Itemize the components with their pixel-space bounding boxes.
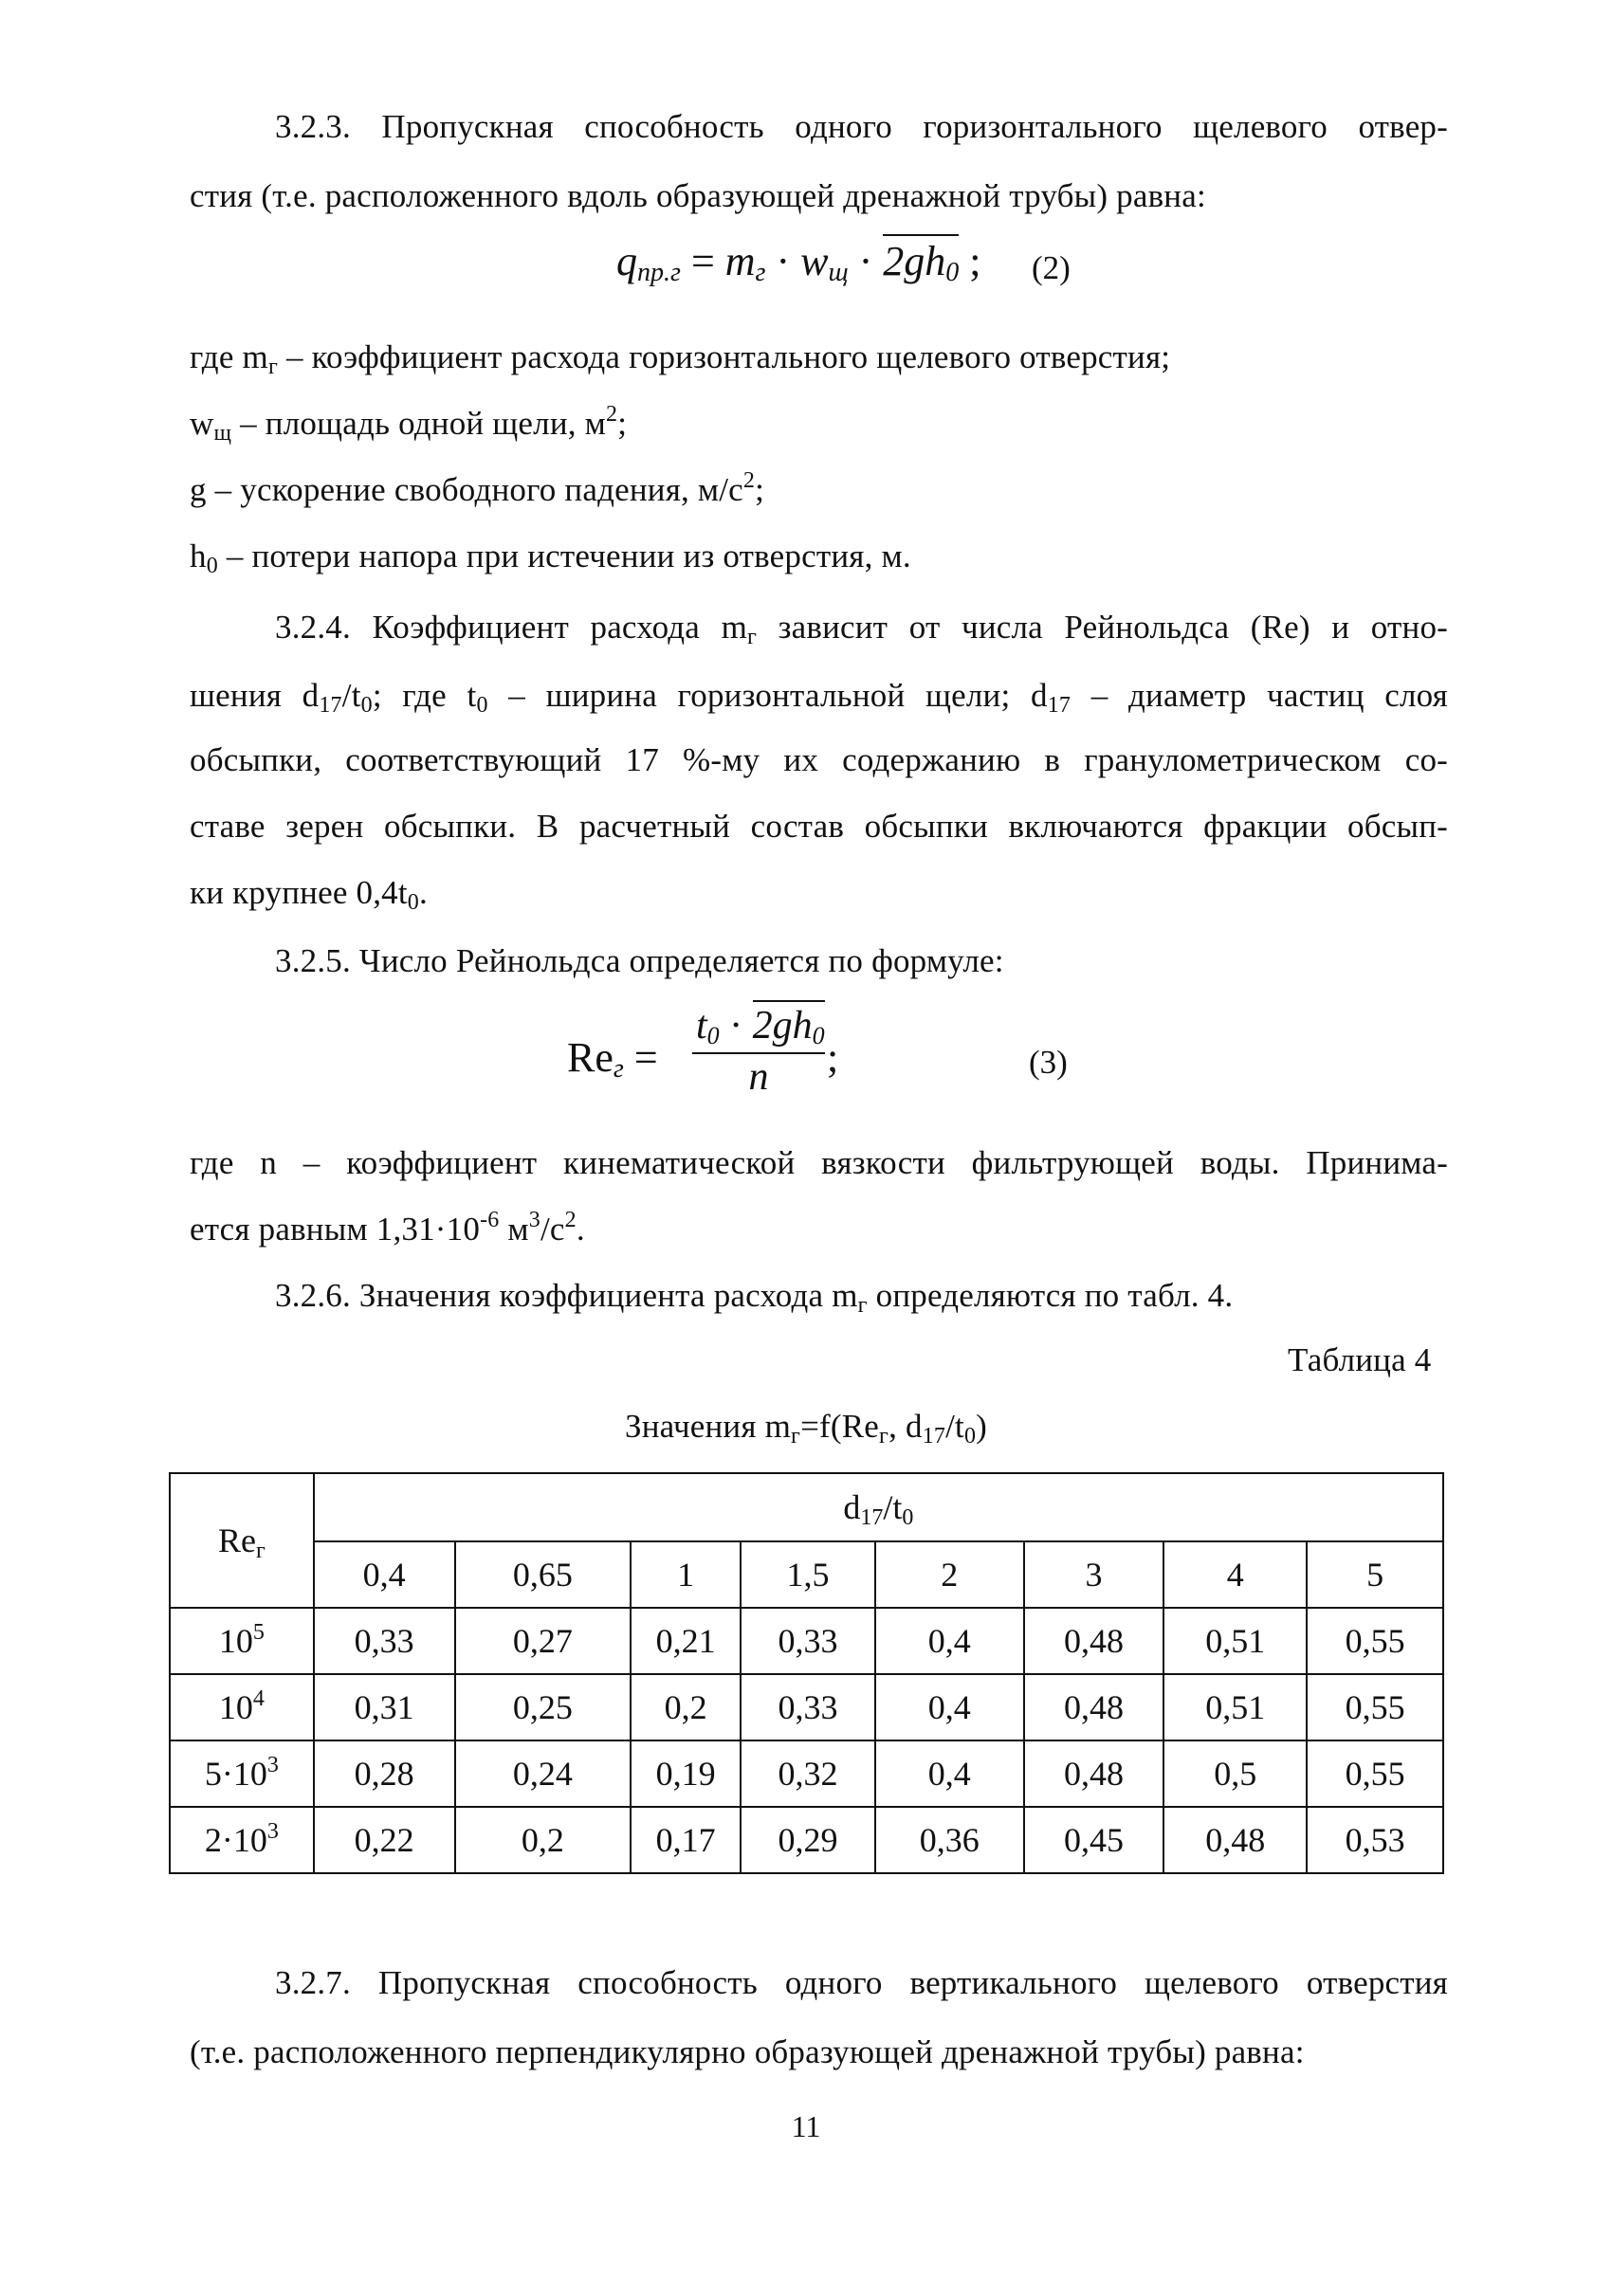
column-header: 5 xyxy=(1307,1541,1443,1608)
table-cell: 0,48 xyxy=(1163,1807,1307,1873)
column-header: 1 xyxy=(631,1541,741,1608)
table-cell: 0,4 xyxy=(875,1608,1024,1674)
paragraph-3-2-7-line2: (т.е. расположенного перпендикулярно образующей дренажной трубы) равна: xyxy=(190,2033,1305,2070)
paragraph-3-2-4-line1: 3.2.4. Коэффициент расхода $m_г$ зависит от числа Рейнольдса (Re) и отно- xyxy=(275,609,1448,649)
column-header: 0,65 xyxy=(455,1541,632,1608)
definition-w: $w_щ$ – площадь одной щели, $м^2$; xyxy=(190,402,628,446)
table-cell: 0,48 xyxy=(1024,1740,1164,1807)
row-header: $10^4$ xyxy=(170,1674,314,1740)
table-caption: Значения $m_г=f(Re_г$, $d_{17}/t_0$) xyxy=(624,1408,988,1449)
paragraph-3-2-5: 3.2.5. Число Рейнольдса определяется по формуле: xyxy=(275,942,1004,979)
paragraph-3-2-4-line5: ки крупнее $0,4t_0$. xyxy=(190,874,428,915)
table-cell: 0,4 xyxy=(875,1674,1024,1740)
column-header: 0,4 xyxy=(314,1541,455,1608)
table-row xyxy=(170,1740,1443,1807)
definition-h: $h_0$ – потери напора при истечении из отверстия, м. xyxy=(190,538,911,578)
table-group-header: $d_{17}/t_0$ xyxy=(314,1473,1443,1541)
paragraph-3-2-7-line1: 3.2.7. Пропускная способность одного вертикального щелевого отверстия xyxy=(275,1964,1448,2001)
formula-3-numerator: $t_0 \cdot 2gh_0$ xyxy=(692,1003,825,1054)
table-cell: 0,19 xyxy=(631,1740,741,1807)
table-header-row xyxy=(170,1473,1443,1541)
paragraph-n-line2: ется равным $1,31\cdot 10^{-6}$ $м^3/с^2$. xyxy=(190,1208,585,1248)
table-cell: 0,32 xyxy=(741,1740,875,1807)
table-cell: 0,27 xyxy=(455,1608,632,1674)
equation-number-3: (3) xyxy=(1029,1044,1068,1081)
paragraph-3-2-4-line3: обсыпки, соответствующий 17 %-му их содержанию в гранулометрическом со- xyxy=(190,741,1448,778)
table-row xyxy=(170,1674,1443,1740)
table-column-header-row xyxy=(170,1541,1443,1608)
paragraph-n-line1: где n – коэффициент кинематической вязкости фильтрующей воды. Принима- xyxy=(190,1144,1448,1181)
table-cell: 0,36 xyxy=(875,1807,1024,1873)
table-cell: 0,25 xyxy=(455,1674,632,1740)
definition-g: g – ускорение свободного падения, $м/с^2$; xyxy=(190,468,765,508)
table-cell: 0,33 xyxy=(314,1608,455,1674)
table-cell: 0,2 xyxy=(455,1807,632,1873)
table-cell: 0,28 xyxy=(314,1740,455,1807)
formula-3-denominator: n xyxy=(748,1055,769,1099)
table-cell: 0,21 xyxy=(631,1608,741,1674)
paragraph-3-2-6: 3.2.6. Значения коэффициента расхода $m_г$ определяются по табл. 4. xyxy=(275,1277,1234,1318)
table-cell: 0,55 xyxy=(1307,1674,1443,1740)
table-cell: 0,33 xyxy=(741,1608,875,1674)
row-header: $2\cdot 10^3$ xyxy=(170,1807,314,1873)
table-cell: 0,55 xyxy=(1307,1608,1443,1674)
table-cell: 0,51 xyxy=(1163,1608,1307,1674)
table-cell: 0,4 xyxy=(875,1740,1024,1807)
paragraph-3-2-3-line2: стия (т.е. расположенного вдоль образующей дренажной трубы) равна: xyxy=(190,177,1206,214)
formula-2: $q_{пр.г} = m_г \cdot w_щ \cdot 2gh_0$ ; xyxy=(616,237,981,285)
table-cell: 0,5 xyxy=(1163,1740,1307,1807)
table-cell: 0,33 xyxy=(741,1674,875,1740)
column-header: 4 xyxy=(1163,1541,1307,1608)
table-row xyxy=(170,1807,1443,1873)
table-cell: 0,51 xyxy=(1163,1674,1307,1740)
table-cell: 0,45 xyxy=(1024,1807,1164,1873)
formula-3-fraction xyxy=(692,1003,825,1100)
table-cell: 0,55 xyxy=(1307,1740,1443,1807)
table-cell: 0,17 xyxy=(631,1807,741,1873)
table-cell: 0,48 xyxy=(1024,1608,1164,1674)
table-label: Таблица 4 xyxy=(1288,1341,1432,1378)
paragraph-3-2-4-line2: шения $d_{17}/t_0$; где $t_0$ – ширина горизонтальной щели; $d_{17}$ – диаметр частиц слоя xyxy=(190,677,1448,718)
page-number: 11 xyxy=(791,2109,821,2143)
definition-m: где $m_г$ – коэффициент расхода горизонтального щелевого отверстия; xyxy=(190,338,1171,379)
row-header: $5\cdot 10^3$ xyxy=(170,1740,314,1807)
paragraph-3-2-3-line1: 3.2.3. Пропускная способность одного горизонтального щелевого отвер- xyxy=(275,108,1448,145)
formula-3-semicolon: ; xyxy=(827,1034,839,1081)
sqrt-term: $2gh_0$ xyxy=(883,234,959,284)
formula-3-lhs: $Re_г$ = xyxy=(567,1034,658,1084)
column-header: 2 xyxy=(875,1541,1024,1608)
table-cell: 0,22 xyxy=(314,1807,455,1873)
table-cell: 0,29 xyxy=(741,1807,875,1873)
equation-number-2: (2) xyxy=(1032,249,1071,286)
table-row xyxy=(170,1608,1443,1674)
coefficient-table xyxy=(169,1472,1444,1874)
table-cell: 0,2 xyxy=(631,1674,741,1740)
table-cell: 0,48 xyxy=(1024,1674,1164,1740)
table-corner-header: $Re_г$ xyxy=(170,1473,314,1608)
paragraph-3-2-4-line4: ставе зерен обсыпки. В расчетный состав обсыпки включаются фракции обсып- xyxy=(190,808,1448,845)
column-header: 1,5 xyxy=(741,1541,875,1608)
column-header: 3 xyxy=(1024,1541,1164,1608)
row-header: $10^5$ xyxy=(170,1608,314,1674)
table-cell: 0,31 xyxy=(314,1674,455,1740)
table-cell: 0,24 xyxy=(455,1740,632,1807)
table-cell: 0,53 xyxy=(1307,1807,1443,1873)
